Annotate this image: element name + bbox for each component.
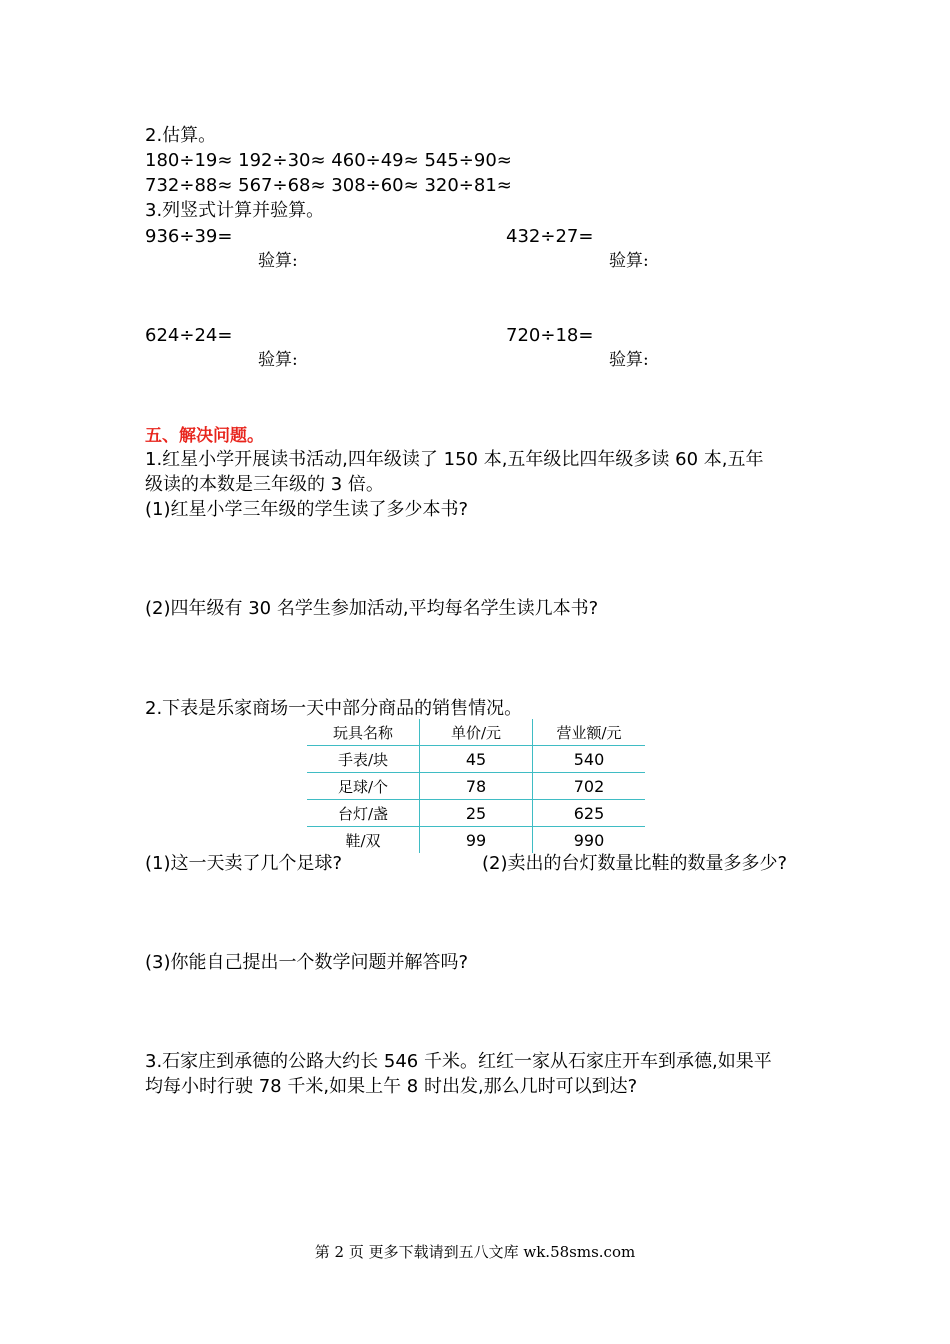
table-cell: 45 xyxy=(420,746,533,773)
problem-3: 624÷24= xyxy=(145,325,233,346)
q2-sub-1: (1)这一天卖了几个足球? xyxy=(145,853,343,874)
table-cell: 台灯/盏 xyxy=(337,804,389,823)
sales-table xyxy=(307,719,645,853)
table-header-row xyxy=(307,719,645,746)
table-header: 营业额/元 xyxy=(533,719,646,746)
table-cell: 78 xyxy=(420,773,533,800)
verify-label-1: 验算: xyxy=(258,251,298,271)
q2-sub-2: (2)卖出的台灯数量比鞋的数量多多少? xyxy=(482,853,788,874)
verify-label-4: 验算: xyxy=(609,350,649,370)
estimate-row-2: 732÷88≈ 567÷68≈ 308÷60≈ 320÷81≈ xyxy=(145,175,512,196)
table-header: 玩具名称 xyxy=(332,723,393,742)
verify-label-2: 验算: xyxy=(609,251,649,271)
problem-1: 936÷39= xyxy=(145,226,233,247)
table-cell: 25 xyxy=(420,800,533,827)
table-row xyxy=(307,800,645,827)
table-cell: 99 xyxy=(420,827,533,854)
estimate-row-1: 180÷19≈ 192÷30≈ 460÷49≈ 545÷90≈ xyxy=(145,150,512,171)
table-cell: 990 xyxy=(533,827,646,854)
table-cell: 手表/块 xyxy=(337,750,389,769)
table-cell: 540 xyxy=(533,746,646,773)
table-header: 单价/元 xyxy=(420,719,533,746)
q1-sub-1: (1)红星小学三年级的学生读了多少本书? xyxy=(145,499,469,520)
q1-text-2: 级读的本数是三年级的 3 倍。 xyxy=(145,474,384,495)
section-title: 五、解决问题。 xyxy=(145,426,264,446)
table-cell: 鞋/双 xyxy=(345,831,381,850)
page-footer: 第 2 页 更多下载请到五八文库 wk.58sms.com xyxy=(314,1243,636,1261)
table-row xyxy=(307,746,645,773)
problem-4: 720÷18= xyxy=(506,325,594,346)
q2-intro: 2.下表是乐家商场一天中部分商品的销售情况。 xyxy=(145,698,523,719)
table-cell: 702 xyxy=(533,773,646,800)
vertical-heading: 3.列竖式计算并验算。 xyxy=(145,200,325,221)
table-row xyxy=(307,827,645,854)
q2-sub-3: (3)你能自己提出一个数学问题并解答吗? xyxy=(145,952,469,973)
q3-text-2: 均每小时行驶 78 千米,如果上午 8 时出发,那么几时可以到达? xyxy=(145,1076,638,1097)
verify-label-3: 验算: xyxy=(258,350,298,370)
table-cell: 足球/个 xyxy=(337,777,389,796)
q3-text-1: 3.石家庄到承德的公路大约长 546 千米。红红一家从石家庄开车到承德,如果平 xyxy=(145,1051,772,1072)
table-cell: 625 xyxy=(533,800,646,827)
q1-text-1: 1.红星小学开展读书活动,四年级读了 150 本,五年级比四年级多读 60 本,五年 xyxy=(145,449,764,470)
q1-sub-2: (2)四年级有 30 名学生参加活动,平均每名学生读几本书? xyxy=(145,598,599,619)
problem-2: 432÷27= xyxy=(506,226,594,247)
estimate-heading: 2.估算。 xyxy=(145,125,217,146)
table-row xyxy=(307,773,645,800)
